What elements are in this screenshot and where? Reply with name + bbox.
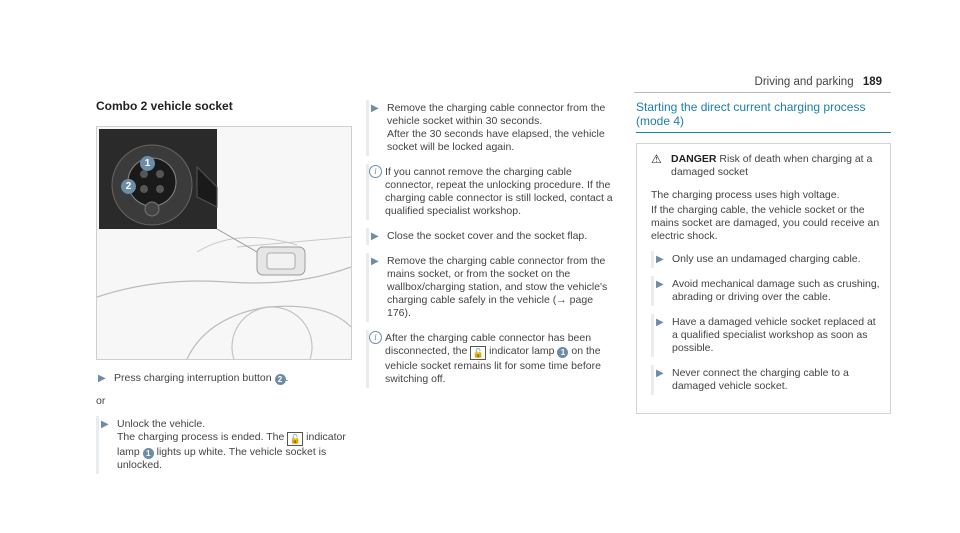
step-text: Only use an undamaged charging cable. bbox=[672, 253, 861, 265]
step-text: The charging process is ended. The bbox=[117, 431, 288, 443]
info-icon: i bbox=[369, 331, 382, 344]
step-detail bbox=[117, 431, 351, 472]
step-text: Never connect the charging cable to a damaged vehicle socket. bbox=[672, 367, 849, 392]
step-text: Have a damaged vehicle socket replaced at a qualified specialist workshop as soon as possible. bbox=[672, 316, 876, 354]
socket-drawing bbox=[97, 127, 351, 359]
step-close-cover bbox=[366, 228, 616, 245]
column-left bbox=[96, 100, 351, 482]
column-right bbox=[636, 100, 891, 414]
unlock-icon: 🔓 bbox=[470, 346, 486, 360]
note-text: indicator lamp bbox=[486, 345, 558, 357]
step-arrow-icon: ▶ bbox=[371, 103, 379, 114]
or-text: or bbox=[96, 395, 106, 407]
step-text: Unlock the vehicle. bbox=[117, 418, 206, 430]
step-text: . bbox=[285, 372, 289, 384]
step-stow-cable bbox=[366, 253, 616, 322]
unlock-icon: 🔓 bbox=[287, 432, 303, 446]
warning-icon: ⚠ bbox=[651, 152, 662, 166]
section-title: Combo 2 vehicle socket bbox=[96, 99, 233, 113]
step-arrow-icon: ▶ bbox=[371, 231, 379, 242]
callout-ref-2: 2 bbox=[275, 374, 286, 385]
step-text: Press charging interruption button bbox=[114, 372, 275, 384]
danger-heading-text: Risk of death when charging at a damaged socket bbox=[671, 153, 873, 178]
step-arrow-icon: ▶ bbox=[101, 419, 109, 430]
info-note bbox=[366, 164, 616, 220]
note-text: on the vehicle socket remains lit for some time before switching off. bbox=[385, 345, 601, 385]
step-arrow-icon: ▶ bbox=[656, 317, 664, 328]
step-arrow-icon: ▶ bbox=[656, 254, 664, 265]
step-arrow-icon: ▶ bbox=[656, 368, 664, 379]
section-name: Driving and parking bbox=[754, 76, 854, 88]
danger-paragraph: The charging process uses high voltage. bbox=[651, 189, 840, 201]
info-icon: i bbox=[369, 165, 382, 178]
danger-step bbox=[651, 365, 880, 395]
danger-label: DANGER bbox=[671, 153, 717, 165]
callout-2: 2 bbox=[121, 179, 136, 194]
step-text: After the 30 seconds have elapsed, the vehicle socket will be locked again. bbox=[387, 128, 605, 153]
callout-1: 1 bbox=[140, 156, 155, 171]
step-text: indicator lamp bbox=[117, 431, 346, 458]
danger-step bbox=[651, 276, 880, 306]
step-text: Remove the charging cable connector from the mains socket, or from the socket on the wallbox/charging station, and stow the vehicle's charging cable safely in the vehicle (→ page 176). bbox=[387, 255, 608, 319]
column-middle bbox=[366, 100, 616, 396]
step-unlock-vehicle bbox=[96, 416, 351, 474]
header-rule bbox=[634, 92, 891, 93]
step-text: Close the socket cover and the socket flap. bbox=[387, 230, 588, 242]
page-header bbox=[755, 76, 882, 88]
danger-step bbox=[651, 314, 880, 357]
danger-heading bbox=[651, 153, 880, 179]
callout-ref-1: 1 bbox=[557, 347, 568, 358]
danger-box bbox=[636, 143, 891, 414]
step-arrow-icon: ▶ bbox=[98, 373, 106, 384]
note-text: After the charging cable connector has been disconnected, the bbox=[385, 332, 592, 357]
section-title: Starting the direct current charging process (mode 4) bbox=[636, 100, 891, 133]
step-text: lights up white. The vehicle socket is unlocked. bbox=[117, 446, 327, 471]
step-arrow-icon: ▶ bbox=[371, 256, 379, 267]
step-remove-connector bbox=[366, 100, 616, 156]
step-press-button bbox=[96, 370, 351, 387]
step-text: Remove the charging cable connector from the vehicle socket within 30 seconds. bbox=[387, 102, 606, 127]
page-number: 189 bbox=[862, 76, 882, 88]
step-arrow-icon: ▶ bbox=[656, 279, 664, 290]
callout-ref-1: 1 bbox=[143, 448, 154, 459]
info-note bbox=[366, 330, 616, 388]
danger-paragraph: If the charging cable, the vehicle socket or the mains socket are damaged, you could receive an electric shock. bbox=[651, 204, 880, 242]
danger-step bbox=[651, 251, 880, 268]
note-text: If you cannot remove the charging cable connector, repeat the unlocking procedure. If the charging cable connector is still locked, contact a qualified specialist workshop. bbox=[385, 166, 613, 217]
vehicle-socket-illustration bbox=[96, 126, 352, 360]
step-text: Avoid mechanical damage such as crushing, abrading or driving over the cable. bbox=[672, 278, 880, 303]
